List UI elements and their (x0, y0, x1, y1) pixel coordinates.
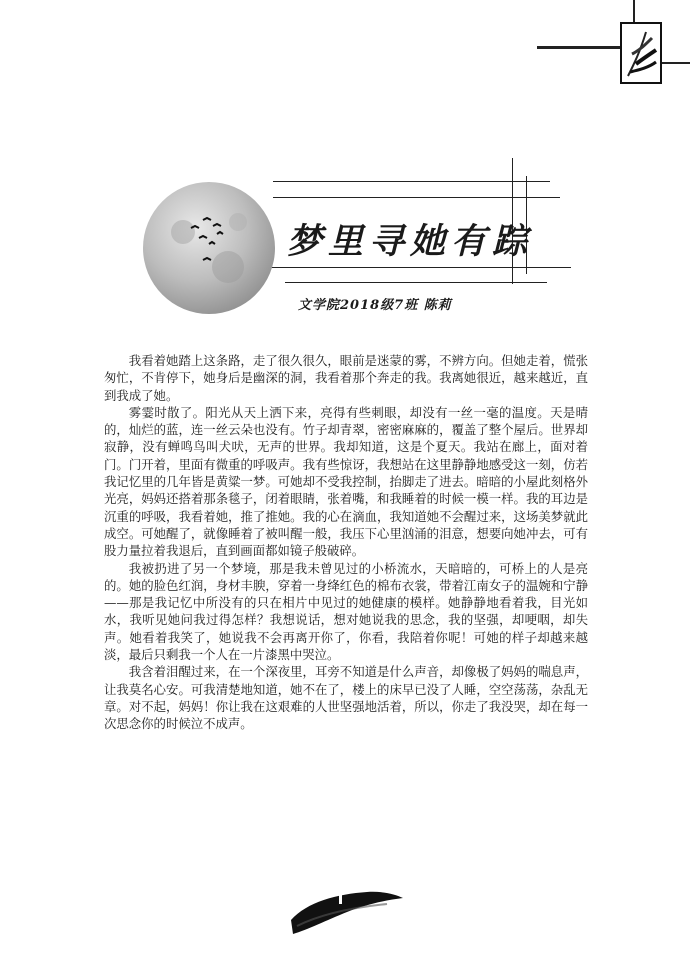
paragraph-3: 我被扔进了另一个梦境，那是我未曾见过的小桥流水，天暗暗的，可桥上的人是亮的。她的脸色红润，身材丰腴，穿着一身绛红色的棉布衣裳，带着江南女子的温婉和宁静——那是我记忆中所没有的只在相片中见过的她健康的模样。她静静地看着我，目光如水，我听见她问我过得怎样？我想说话，想对她说我的思念，我的坚强，却哽咽，却失声。她看着我笑了，她说我不会再离开你了，你看，我陪着你呢！可她的样子却越来越淡，最后只剩我一个人在一片漆黑中哭泣。 (104, 560, 588, 663)
flying-birds-icon (143, 182, 275, 314)
moon-image (143, 182, 275, 314)
top-rule-line (537, 46, 622, 49)
title-rule-3 (263, 267, 571, 268)
title-rule-2 (273, 197, 560, 198)
article-body (104, 352, 588, 733)
ink-brush-stroke-icon (287, 880, 407, 938)
paragraph-4: 我含着泪醒过来，在一个深夜里，耳旁不知道是什么声音，却像极了妈妈的喘息声，让我莫名心安。可我清楚地知道，她不在了，楼上的床早已没了人睡，空空荡荡，杂乱无章。对不起，妈妈！你让我在这艰难的人世坚强地活着，所以，你走了我没哭，却在每一次思念你的时候泣不成声。 (104, 664, 588, 732)
title-rule-4 (285, 282, 547, 283)
bamboo-ink-icon (622, 24, 660, 82)
title-rule-1 (273, 181, 550, 182)
top-vertical-line (633, 0, 635, 24)
paragraph-2: 雾霎时散了。阳光从天上洒下来，亮得有些刺眼，却没有一丝一毫的温度。天是晴的，灿烂的蓝，连一丝云朵也没有。竹子却青翠，密密麻麻的，覆盖了整个屋后。世界却寂静，没有蝉鸣鸟叫犬吠，无声的世界。我却知道，这是个夏天。我站在廊上，面对着门。门开着，里面有微重的呼吸声。我有些惊讶，我想站在这里静静地感受这一刻，仿若我记忆里的几年皆是黄粱一梦。可她却不受我控制，抬脚走了进去。暗暗的小屋此刻格外光亮，妈妈还搭着那条毯子，闭着眼睛，张着嘴，和我睡着的时候一模一样。我的耳边是沉重的呼吸，我看着她，推了推她。我的心在滴血，我知道她不会醒过来，这场美梦就此成空。可她醒了，就像睡着了被叫醒一般，我压下心里汹涌的泪意，想要向她冲去，可有股力量拉着我退后，直到画面都如镜子般破碎。 (104, 404, 588, 559)
article-byline: 文学院2018级7班 陈莉 (298, 298, 452, 313)
paragraph-1: 我看着她踏上这条路，走了很久很久，眼前是迷蒙的雾，不辨方向。但她走着，慌张匆忙，不肯停下，她身后是幽深的洞，我看着那个奔走的我。我离她很近，越来越近，直到我成了她。 (104, 353, 588, 403)
bamboo-ink-box-icon (620, 22, 662, 84)
article-title: 梦里寻她有踪 (287, 221, 534, 262)
top-rule-line-right (658, 62, 690, 64)
